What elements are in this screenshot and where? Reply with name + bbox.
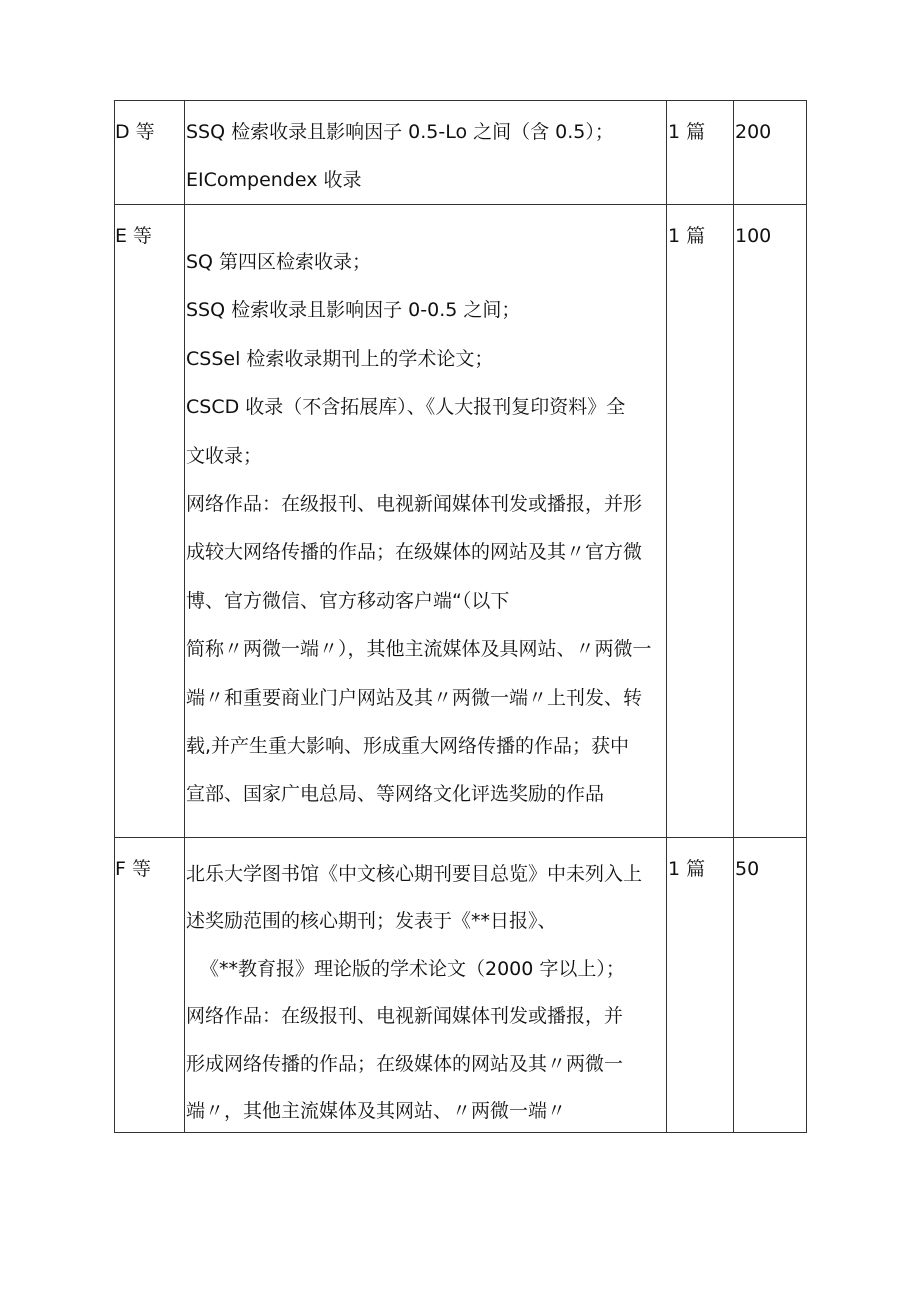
- criteria-line: 宣部、国家广电总局、等网络文化评选奖励的作品: [186, 783, 605, 806]
- criteria-line: 端〃和重要商业门户网站及其〃两微一端〃上刊发、转: [186, 686, 643, 709]
- grade-label: F 等: [115, 858, 151, 880]
- amount-value: 100: [735, 225, 772, 247]
- grade-cell: [115, 838, 185, 1133]
- amount-cell: [734, 101, 807, 205]
- criteria-line: 网络作品：在级报刊、电视新闻媒体刊发或播报，并: [186, 1005, 624, 1028]
- criteria-line: 北乐大学图书馆《中文核心期刊要目总览》中未列入上: [186, 863, 643, 885]
- criteria-line: SSQ 检索收录且影响因子 0.5-Lo 之间（含 0.5）；: [186, 121, 614, 143]
- criteria-line: SQ 第四区检索收录；: [186, 251, 372, 273]
- criteria-line: EICompendex 收录: [186, 169, 362, 191]
- criteria-line: 形成网络传播的作品；在级媒体的网站及其〃两微一: [186, 1052, 624, 1075]
- amount-cell: [734, 838, 807, 1133]
- grade-cell: [115, 205, 185, 838]
- criteria-line: CSCD 收录（不含拓展库）、《人大报刊复印资料》全: [186, 396, 626, 419]
- table-row-grade-f: [115, 838, 807, 1133]
- criteria-line: 《**教育报》理论版的学术论文（2000 字以上）；: [200, 957, 625, 980]
- grade-label: E 等: [115, 225, 153, 247]
- criteria-line: 简称〃两微一端〃），其他主流媒体及具网站、〃两微一: [186, 638, 652, 661]
- count-cell: [667, 101, 734, 205]
- criteria-cell: [185, 101, 667, 205]
- grade-label: D 等: [115, 121, 155, 143]
- table-row-grade-d: [115, 101, 807, 205]
- count-cell: [667, 838, 734, 1133]
- amount-value: 50: [735, 858, 760, 880]
- amount-value: 200: [735, 121, 772, 143]
- criteria-line: CSSel 检索收录期刊上的学术论文；: [186, 347, 494, 370]
- criteria-cell: [185, 205, 667, 838]
- criteria-cell: [185, 838, 667, 1133]
- count-cell: [667, 205, 734, 838]
- table-row-grade-e: [115, 205, 807, 838]
- count-value: 1 篇: [668, 225, 706, 247]
- criteria-line: 成较大网络传播的作品；在级媒体的网站及其〃官方微: [186, 541, 643, 564]
- criteria-line: 博、官方微信、官方移动客户端“（以下: [186, 589, 510, 612]
- grade-cell: [115, 101, 185, 205]
- count-value: 1 篇: [668, 858, 706, 880]
- criteria-line: 述奖励范围的核心期刊；发表于《**日报》、: [186, 910, 557, 933]
- criteria-line: 文收录；: [186, 444, 263, 467]
- amount-cell: [734, 205, 807, 838]
- award-table: [114, 100, 807, 1133]
- criteria-line: SSQ 检索收录且影响因子 0-0.5 之间；: [186, 299, 521, 322]
- criteria-line: 网络作品：在级报刊、电视新闻媒体刊发或播报，并形: [186, 492, 643, 515]
- count-value: 1 篇: [668, 121, 706, 143]
- criteria-line: 端〃，其他主流媒体及其网站、〃两微一端〃: [186, 1099, 567, 1122]
- criteria-line: 载,并产生重大影响、形成重大网络传播的作品；获中: [186, 734, 630, 757]
